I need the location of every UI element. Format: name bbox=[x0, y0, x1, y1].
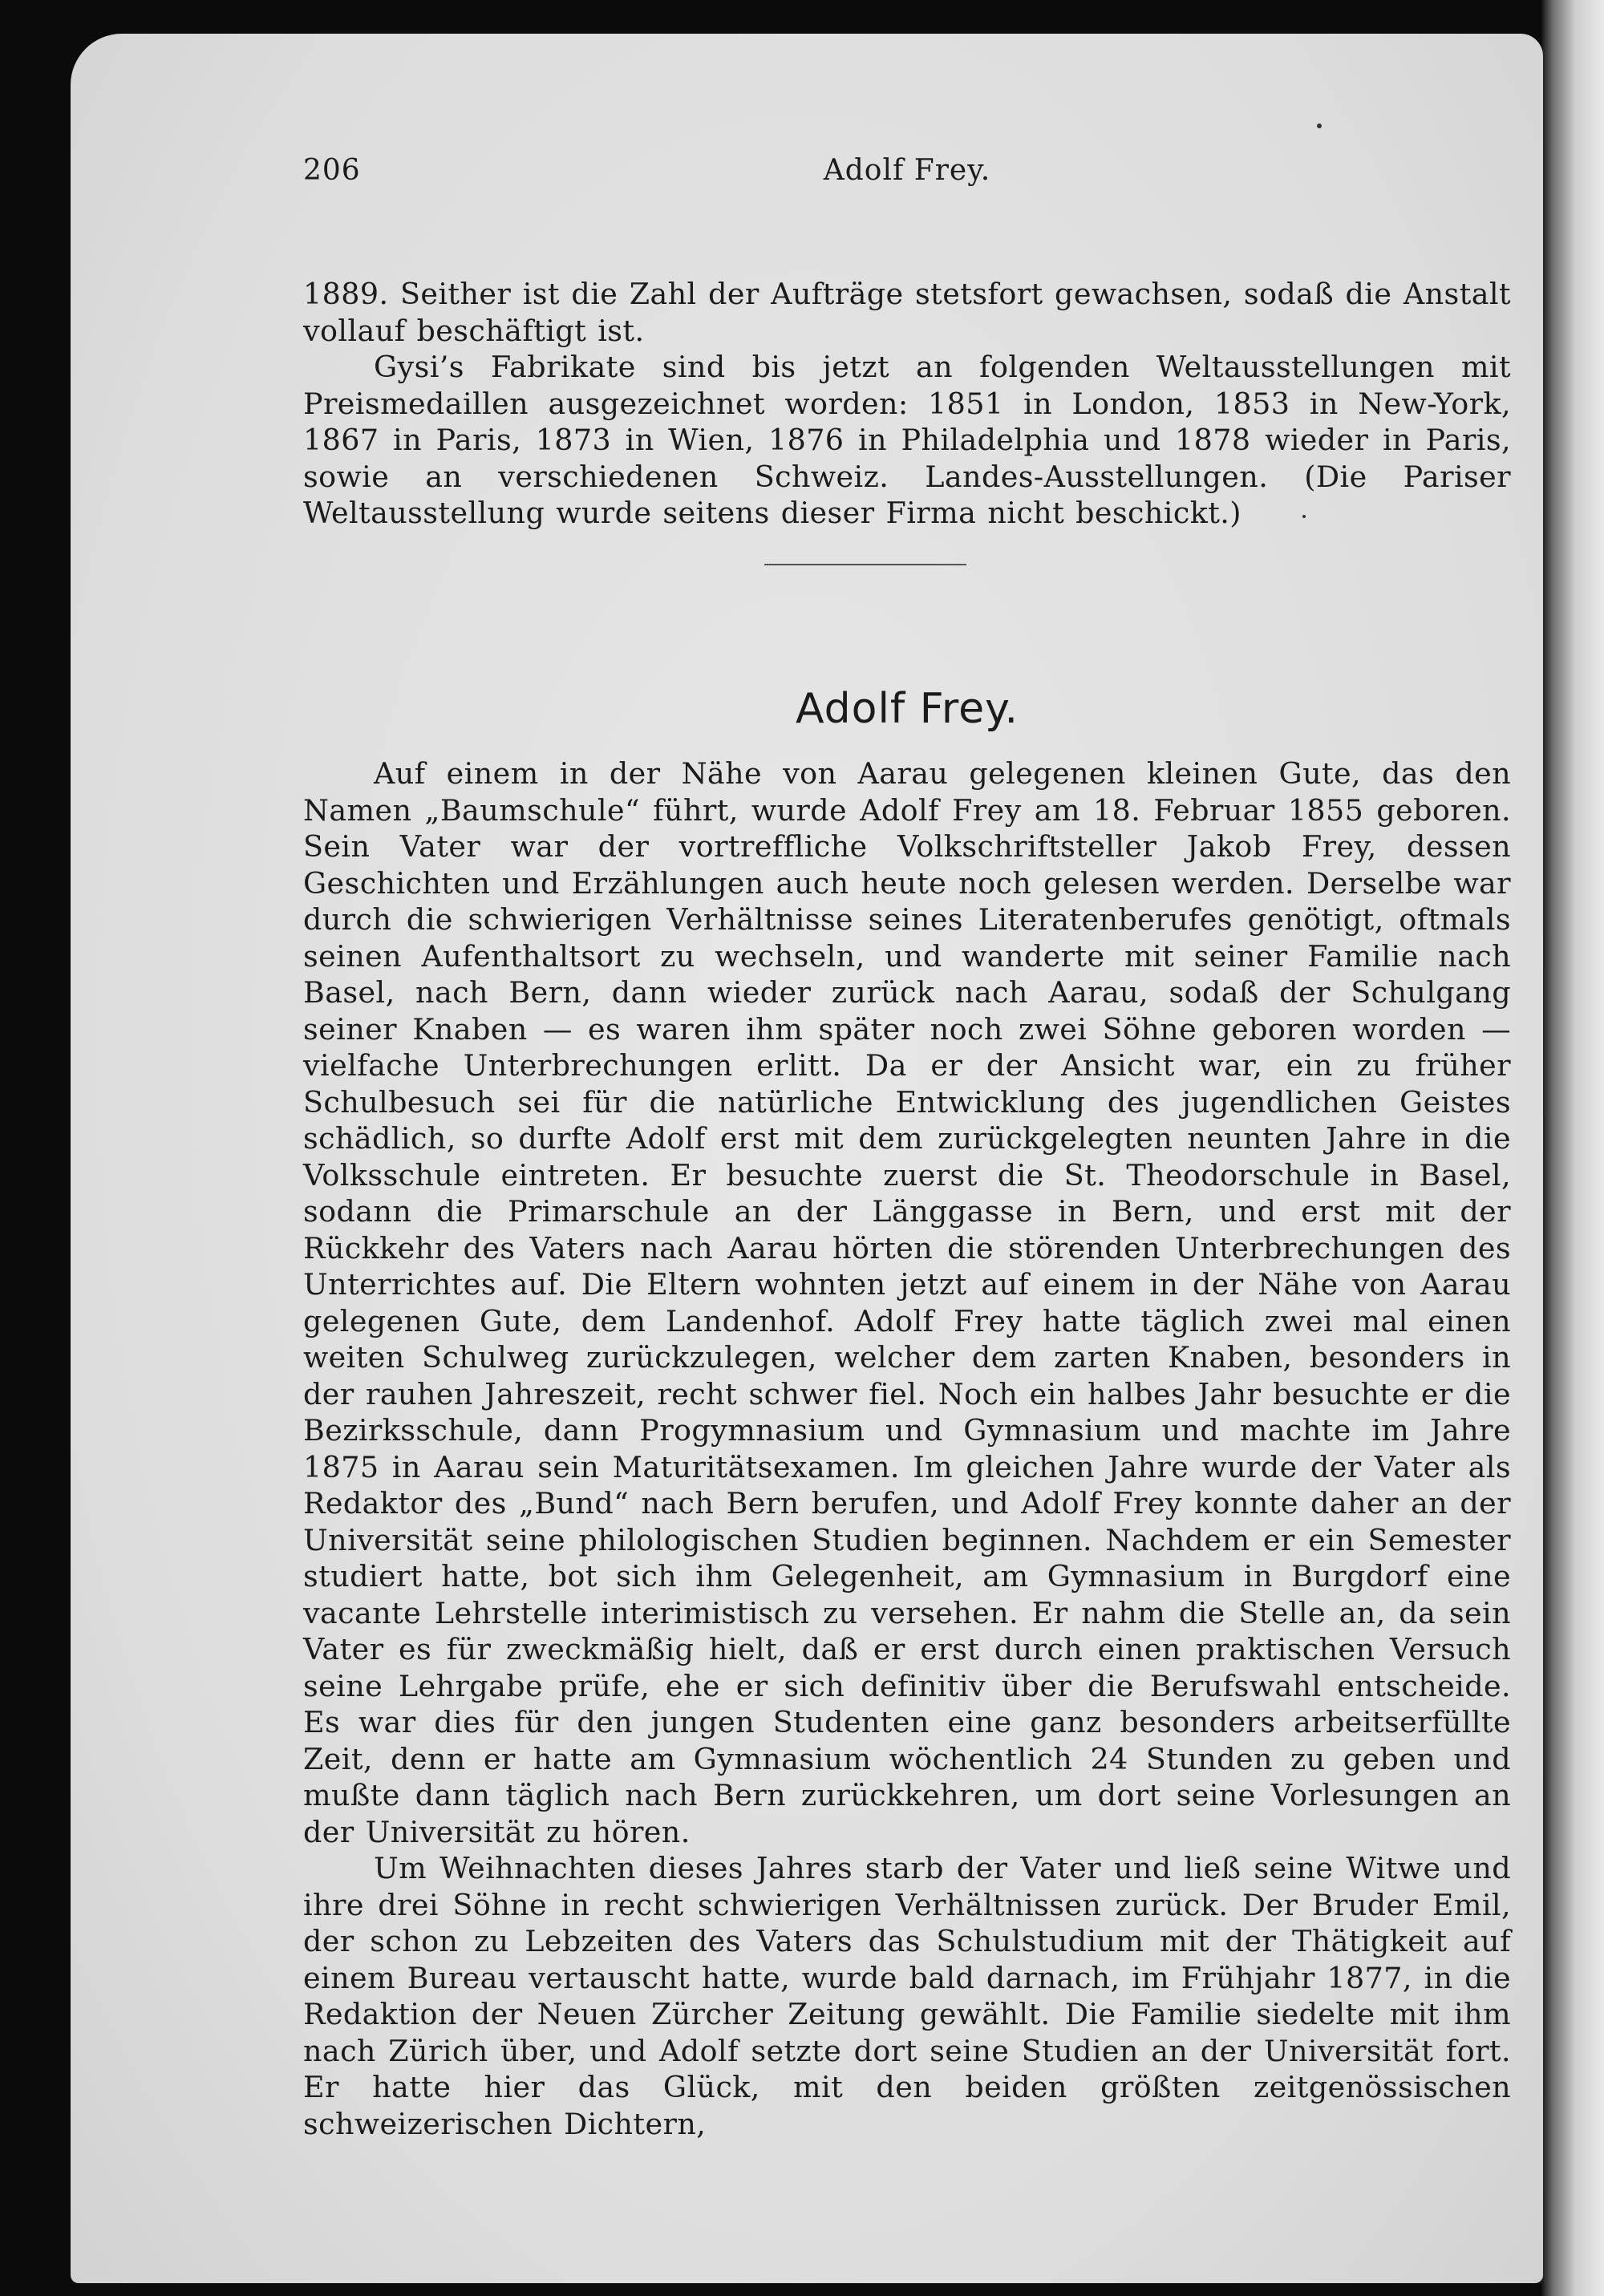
body-paragraph-2: Um Weihnachten dieses Jahres starb der Vater und ließ seine Witwe und ihre drei Söhne in recht schwierigen Verhältnissen zurück. Der Bruder Emil, der schon zu Lebzeiten des Vaters das Schulstudium mit der Thätigkeit auf einem Bureau vertauscht hatte, wurde bald darnach, im Frühjahr 1877, in die Redaktion der Neuen Zürcher Zeitung gewählt. Die Familie siedelte mit ihm nach Zürich über, und Adolf setzte dort seine Studien an der Universität fort. Er hatte hier das Glück, mit den beiden größten zeitgenössischen schweizerischen Dichtern, bbox=[303, 1851, 1511, 2141]
running-head-title: Adolf Frey. bbox=[823, 154, 991, 187]
book-page bbox=[71, 34, 1543, 2283]
print-speck bbox=[1302, 515, 1306, 518]
intro-text-block bbox=[303, 276, 1511, 532]
section-heading: Adolf Frey. bbox=[795, 685, 1019, 733]
section-divider-rule bbox=[764, 564, 966, 565]
running-head bbox=[303, 154, 1511, 202]
intro-paragraph-2: Gysi’s Fabrikate sind bis jetzt an folgenden Weltausstellungen mit Preismedaillen ausgezeichnet worden: 1851 in London, 1853 in New-York, 1867 in Paris, 1873 in Wien, 1876 in Philadelphia und 1878 wieder in Paris, sowie an verschiedenen Schweiz. Landes-Ausstellungen. (Die Pariser Weltausstellung wurde seitens dieser Firma nicht beschickt.) bbox=[303, 350, 1511, 530]
main-text-block bbox=[303, 755, 1511, 2142]
print-speck bbox=[1317, 124, 1322, 128]
page-number: 206 bbox=[303, 154, 361, 187]
body-paragraph-1: Auf einem in der Nähe von Aarau gelegenen kleinen Gute, das den Namen „Baumschule“ führt, wurde Adolf Frey am 18. Februar 1855 geboren. Sein Vater war der vortreffliche Volkschriftsteller Jakob Frey, dessen Geschichten und Erzählungen auch heute noch gelesen werden. Derselbe war durch die schwierigen Verhältnisse seines Literatenberufes genötigt, oftmals seinen Aufenthaltsort zu wechseln, und wanderte mit seiner Familie nach Basel, nach Bern, dann wieder zurück nach Aarau, sodaß der Schulgang seiner Knaben — es waren ihm später noch zwei Söhne geboren worden — vielfache Unterbrechungen erlitt. Da er der Ansicht war, ein zu früher Schulbesuch sei für die natürliche Entwicklung des jugendlichen Geistes schädlich, so durfte Adolf erst mit dem zurückgelegten neunten Jahre in die Volksschule eintreten. Er besuchte zuerst die St. Theodorschule in Basel, sodann die Primarschule an der Länggasse in Bern, und erst mit der Rückkehr des Vaters nach Aarau hörten die störenden Unterbrechungen des Unterrichtes auf. Die Eltern wohnten jetzt auf einem in der Nähe von Aarau gelegenen Gute, dem Landenhof. Adolf Frey hatte täglich zwei mal einen weiten Schulweg zurückzulegen, welcher dem zarten Knaben, besonders in der rauhen Jahreszeit, recht schwer fiel. Noch ein halbes Jahr besuchte er die Bezirksschule, dann Progymnasium und Gymnasium und machte im Jahre 1875 in Aarau sein Maturitätsexamen. Im gleichen Jahre wurde der Vater als Redaktor des „Bund“ nach Bern berufen, und Adolf Frey konnte daher an der Universität seine philologischen Studien beginnen. Nachdem er ein Semester studiert hatte, bot sich ihm Gelegenheit, am Gymnasium in Burgdorf eine vacante Lehrstelle interimistisch zu versehen. Er nahm die Stelle an, da sein Vater es für zweckmäßig hielt, daß er erst durch einen praktischen Versuch seine Lehrgabe prüfe, ehe er sich definitiv über die Berufswahl entscheide. Es war dies für den jungen Studenten eine ganz besonders arbeitserfüllte Zeit, denn er hatte am Gymnasium wöchentlich 24 Stunden zu geben und mußte dann täglich nach Bern zurückkehren, um dort seine Vorlesungen an der Universität zu hören. bbox=[303, 756, 1511, 1849]
book-spine-edge bbox=[1541, 0, 1604, 2296]
intro-paragraph-1: 1889. Seither ist die Zahl der Aufträge stetsfort gewachsen, sodaß die Anstalt vollauf beschäftigt ist. bbox=[303, 277, 1511, 348]
